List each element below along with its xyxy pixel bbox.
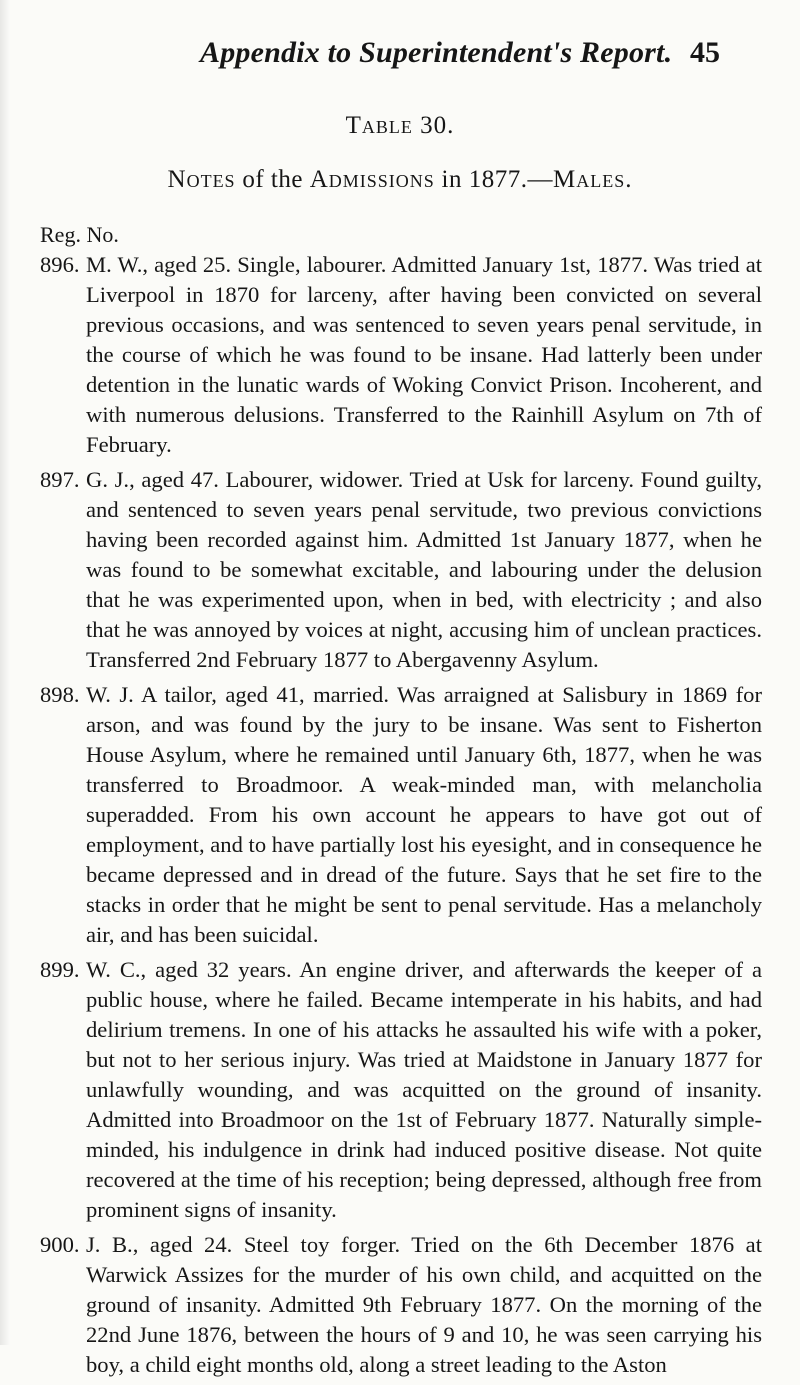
page-edge-shadow [0, 0, 10, 1345]
entry-number: 900. [40, 1232, 80, 1257]
admission-entry [40, 250, 762, 460]
entry-number: 898. [40, 682, 80, 707]
subtitle-males: Males. [552, 166, 633, 193]
reg-no-label: Reg. No. [40, 222, 119, 247]
subtitle-of-the: of the [235, 166, 310, 193]
running-head [40, 36, 720, 76]
entry-text: W. C., aged 32 years. An engine driver, and afterwards the keeper of a public house, where he failed. Became intemperate in his habits, and had delirium tremens. In one of his attacks he assaulted his wife with a poker, but not to her serious injury. Was tried at Maidstone in January 1877 for unlawfully wounding, and was acquitted on the ground of insanity. Admitted into Broadmoor on the 1st of February 1877. Naturally simple-minded, his indulgence in drink had induced positive disease. Not quite recovered at the time of his reception; being depressed, although free from prominent signs of insanity. [86, 957, 762, 1222]
entry-text: J. B., aged 24. Steel toy forger. Tried on the 6th December 1876 at Warwick Assizes for the murder of his own child, and acquitted on the ground of insanity. Admitted 9th February 1877. On the morning of the 22nd June 1876, between the hours of 9 and 10, he was seen carrying his boy, a child eight months old, along a street leading to the Aston [86, 1232, 762, 1377]
admission-entry [40, 465, 762, 675]
entry-number: 897. [40, 467, 80, 492]
entry-text: W. J. A tailor, aged 41, married. Was arraigned at Salisbury in 1869 for arson, and was found by the jury to be insane. Was sent to Fisherton House Asylum, where he remained until January 6th, 1877, when he was transferred to Broadmoor. A weak-minded man, with melancholia superadded. From his own account he appears to have got out of employment, and to have partially lost his eyesight, and in consequence he became depressed and in dread of the future. Says that he set fire to the stacks in order that he might be sent to penal servitude. Has a melancholy air, and has been suicidal. [86, 682, 762, 947]
entry-text: G. J., aged 47. Labourer, widower. Tried at Usk for larceny. Found guilty, and sentenced to seven years penal servitude, two previous convictions having been recorded against him. Admitted 1st January 1877, when he was found to be somewhat excitable, and labouring under the delusion that he was experimented upon, when in bed, with electricity ; and also that he was annoyed by voices at night, accusing him of unclean practices. Transferred 2nd February 1877 to Abergavenny Asylum. [86, 467, 762, 672]
table-title: Table 30. [345, 112, 455, 139]
entry-number: 896. [40, 252, 80, 277]
subtitle-year: in 1877.— [434, 166, 553, 193]
running-title: Appendix to Superintendent's Report. [200, 36, 673, 69]
subtitle-admissions: Admissions [309, 166, 435, 193]
admission-entry [40, 955, 762, 1225]
subtitle-notes: Notes [167, 166, 236, 193]
entry-text: M. W., aged 25. Single, labourer. Admitted January 1st, 1877. Was tried at Liverpool in 1870 for larceny, after having been convicted on several previous occasions, and was sentenced to seven years penal servitude, in the course of which he was found to be insane. Had latterly been under detention in the lunatic wards of Woking Convict Prison. Incoherent, and with numerous delusions. Transferred to the Rainhill Asylum on 7th of February. [86, 252, 762, 457]
admission-entries [40, 250, 762, 1385]
page-number: 45 [690, 36, 720, 69]
admission-entry [40, 680, 762, 950]
admission-entry [40, 1230, 762, 1380]
entry-number: 899. [40, 957, 80, 982]
table-subtitle [0, 166, 800, 194]
